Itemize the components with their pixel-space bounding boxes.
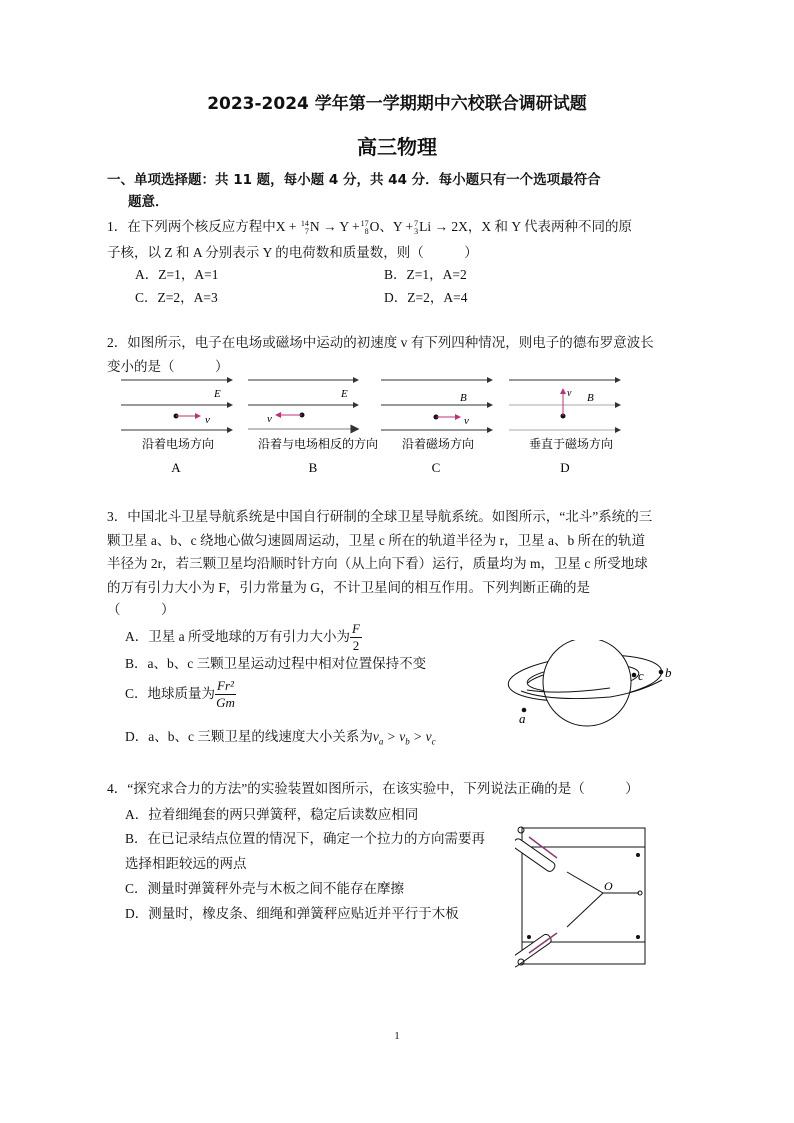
- numerator: Fr²: [217, 678, 234, 694]
- eq-term: → 2X: [431, 219, 468, 234]
- satellite-c: [632, 673, 637, 678]
- denominator: Gm: [216, 695, 235, 711]
- fraction: [350, 621, 362, 654]
- figure-c: [381, 380, 492, 475]
- q1-prefix: 1．在下列两个核反应方程中: [107, 219, 276, 234]
- subject-title: 高三物理: [357, 135, 437, 159]
- section-heading: 一、单项选择题：共 11 题，每小题 4 分，共 44 分．每小题只有一个选项最符合: [107, 172, 601, 188]
- nuclide-li: [414, 220, 418, 236]
- separator: 、: [379, 219, 393, 234]
- velocity-label: v: [267, 413, 272, 425]
- charge-number: 7: [304, 226, 309, 236]
- figure-caption: 垂直于磁场方向: [529, 437, 614, 451]
- q1-suffix: ，X 和 Y 代表两种不同的原: [467, 219, 632, 234]
- element-symbol: Li: [419, 219, 432, 234]
- label-a: a: [519, 711, 526, 726]
- q3-line5: （ ）: [107, 602, 175, 617]
- force-experiment-figure: [515, 825, 655, 970]
- element-symbol: O: [369, 219, 380, 234]
- numerator: F: [352, 621, 360, 637]
- q4-option-b-cont: 选择相距较远的两点: [125, 856, 247, 871]
- figure-d: [509, 380, 620, 475]
- charge-number: 3: [414, 226, 419, 236]
- velocity-label: v: [464, 415, 469, 427]
- q3-option-c: [125, 677, 236, 711]
- satellite-b: [659, 670, 664, 675]
- velocity-relation: [372, 729, 436, 747]
- exam-title: 2023-2024 学年第一学期期中六校联合调研试题: [207, 94, 587, 114]
- field-label: B: [587, 392, 594, 404]
- q4-option-d: D．测量时，橡皮条、细绳和弹簧秤应贴近并平行于木板: [125, 906, 459, 921]
- option-text: A．卫星 a 所受地球的万有引力大小为: [125, 629, 350, 644]
- mass-number: 14: [300, 218, 309, 228]
- q4-option-a: A．拉着细绳套的两只弹簧秤，稳定后读数应相同: [125, 807, 419, 822]
- q3-option-a: [125, 620, 362, 654]
- figure-label: B: [308, 460, 318, 475]
- eq-term: → Y +: [319, 219, 360, 234]
- mass-number: 17: [360, 218, 369, 228]
- page-number: 1: [394, 1030, 400, 1042]
- knot-label-o: O: [604, 879, 613, 893]
- velocity-label: v: [567, 388, 572, 399]
- figure-label: C: [431, 460, 441, 475]
- q3-line4: 的万有引力大小为 F，引力常量为 G，不计卫星间的相互作用。下列判断正确的是: [107, 580, 591, 595]
- q2-figures: [110, 370, 680, 485]
- eq-term: Y +: [392, 219, 414, 234]
- q2-line2: 变小的是（ ）: [107, 359, 229, 374]
- eq-term: X +: [275, 219, 300, 234]
- field-label: B: [460, 392, 467, 404]
- q3-option-b: B．a、b、c 三颗卫星运动过程中相对位置保持不变: [125, 656, 427, 671]
- figure-a: [121, 380, 232, 475]
- spring-scale-top: [515, 827, 557, 873]
- q2-line1: 2．如图所示，电子在电场或磁场中运动的初速度 v 有下列四种情况，则电子的德布罗意波长: [107, 335, 654, 350]
- label-c: c: [638, 668, 644, 683]
- q1-line1: [107, 218, 632, 236]
- spring-scale-bottom: [515, 933, 557, 969]
- figure-caption: 沿着磁场方向: [402, 437, 475, 451]
- q4-option-b: B．在已记录结点位置的情况下，确定一个拉力的方向需要再: [125, 831, 486, 846]
- option-text: D．a、b、c 三颗卫星的线速度大小关系为: [125, 729, 373, 744]
- option-text: C．地球质量为: [125, 686, 216, 701]
- q4-option-c: C．测量时弹簧秤外壳与木板之间不能存在摩擦: [125, 881, 405, 896]
- q1-option-d: D．Z=2，A=4: [384, 290, 468, 305]
- satellite-orbit-figure: [490, 640, 680, 730]
- field-label: E: [214, 388, 221, 400]
- q3-line1: 3．中国北斗卫星导航系统是中国自行研制的全球卫星导航系统。如图所示，“北斗”系统的三: [107, 509, 653, 524]
- q1-line2: 子核，以 Z 和 A 分别表示 Y 的电荷数和质量数，则（ ）: [107, 245, 478, 260]
- q1-option-b: B．Z=1，A=2: [384, 267, 467, 282]
- section-heading-cont: 题意．: [128, 194, 169, 210]
- figure-b: [248, 380, 378, 475]
- velocity-label: v: [205, 414, 210, 426]
- q3-line3: 半径为 2r，若三颗卫星均沿顺时针方向（从上向下看）运行，质量均为 m，卫星 c 所受地球: [107, 556, 648, 571]
- q3-option-d: [125, 728, 436, 751]
- fraction: [215, 678, 236, 711]
- q1-option-a: A．Z=1，A=1: [135, 267, 219, 282]
- label-b: b: [665, 665, 672, 680]
- element-symbol: N: [309, 219, 320, 234]
- nuclide-o: [361, 220, 369, 236]
- q4-line1: 4．“探究求合力的方法”的实验装置如图所示，在该实验中，下列说法正确的是（ ）: [107, 781, 639, 796]
- field-label: E: [341, 388, 348, 400]
- figure-caption: 沿着与电场相反的方向: [258, 437, 379, 451]
- figure-caption: 沿着电场方向: [142, 437, 215, 451]
- q1-option-c: C．Z=2，A=3: [135, 290, 218, 305]
- mass-number: 7: [414, 218, 419, 228]
- nuclide-n: [301, 220, 309, 236]
- denominator: 2: [352, 638, 360, 654]
- charge-number: 8: [364, 226, 369, 236]
- figure-label: D: [560, 460, 570, 475]
- velocity-expression: $v_a > v_b > v_c$: [372, 729, 436, 747]
- q3-line2: 颗卫星 a、b、c 绕地心做匀速圆周运动，卫星 c 所在的轨道半径为 r，卫星 a、b 所在的轨道: [107, 533, 646, 548]
- figure-label: A: [171, 460, 181, 475]
